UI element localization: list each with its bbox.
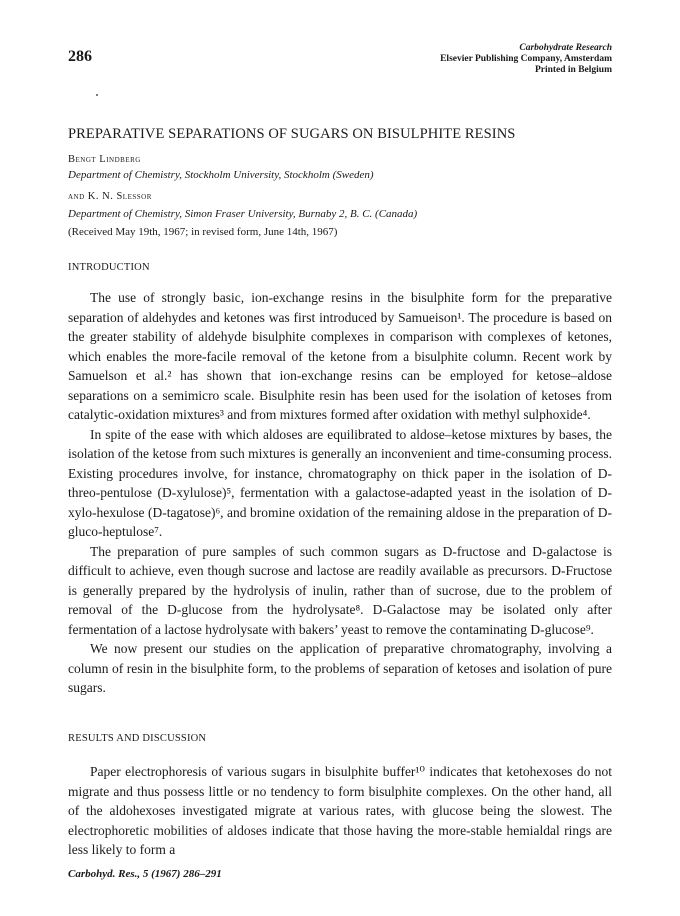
author-affiliation: Department of Chemistry, Stockholm University, Stockholm (Sweden) bbox=[68, 169, 374, 181]
stray-mark bbox=[96, 94, 98, 96]
paragraph: We now present our studies on the application of preparative chromatography, involving a column of resin in the bisulphite form, to the problems of separation of ketoses and isolation of pure sugars. bbox=[68, 641, 612, 695]
journal-name: Carbohydrate Research bbox=[519, 43, 612, 53]
author-name: and K. N. Slessor bbox=[68, 191, 152, 202]
article-title: PREPARATIVE SEPARATIONS OF SUGARS ON BISULPHITE RESINS bbox=[68, 126, 516, 142]
footer-citation: Carbohyd. Res., 5 (1967) 286–291 bbox=[68, 868, 222, 880]
section-heading-results: RESULTS AND DISCUSSION bbox=[68, 733, 207, 744]
author-name: Bengt Lindberg bbox=[68, 154, 141, 165]
author-affiliation: Department of Chemistry, Simon Fraser University, Burnaby 2, B. C. (Canada) bbox=[68, 208, 418, 220]
publisher: Elsevier Publishing Company, Amsterdam bbox=[440, 54, 612, 64]
section-heading-introduction: INTRODUCTION bbox=[68, 262, 150, 273]
paragraph: The use of strongly basic, ion-exchange resins in the bisulphite form for the preparative separation of aldehydes and ketones was first introduced by Samueison¹. The procedure is based on the greater stability of aldehyde bisulphite complexes in comparison with complexes of ketones, which enables the more-facile removal of the ketone from a bisulphite column. Recent work by Samuelson et al.² has shown that ion-exchange resins can be employed for ketose–aldose separations on a semimicro scale. Bisulphite resin has been used for the isolation of ketoses from catalytic-oxidation mixtures³ and from mixtures formed after oxidation with methyl sulphoxide⁴. bbox=[68, 290, 612, 422]
introduction-body bbox=[68, 288, 612, 698]
printed-location: Printed in Belgium bbox=[534, 65, 612, 75]
paragraph: Paper electrophoresis of various sugars in bisulphite buffer¹⁰ indicates that ketohexoses do not migrate and thus possess little or no tendency to form bisulphite complexes. On the other hand, all of the aldohexoses investigated migrate at various rates, with glucose being the slowest. The electrophoretic mobilities of aldoses indicate that those having the more-stable hemialdal rings are less likely to form a bbox=[68, 764, 612, 857]
paragraph: In spite of the ease with which aldoses are equilibrated to aldose–ketose mixtures by bases, the isolation of the ketose from such mixtures is generally an inconvenient and time-consuming process. Existing procedures involve, for instance, chromatography on thick paper in the isolation of D-threo-pentulose (D-xylulose)⁵, fermentation with a galactose-adapted yeast in the isolation of D-xylo-hexulose (D-tagatose)⁶, and bromine oxidation of the remaining aldose in the preparation of D-gluco-heptulose⁷. bbox=[68, 426, 612, 539]
paragraph: The preparation of pure samples of such common sugars as D-fructose and D-galactose is difficult to achieve, even though sucrose and lactose are readily available as precursors. D-Fructose is generally prepared by the hydrolysis of inulin, rather than of sucrose, due to the problem of removal of the D-glucose from the hydrolysate⁸. D-Galactose may be isolated only after fermentation of a lactose hydrolysate with bakers’ yeast to remove the contaminating D-glucose⁹. bbox=[68, 543, 612, 637]
results-body bbox=[68, 762, 612, 860]
page-number: 286 bbox=[68, 48, 92, 65]
received-dates: (Received May 19th, 1967; in revised form, June 14th, 1967) bbox=[68, 226, 338, 238]
journal-header bbox=[440, 43, 612, 76]
